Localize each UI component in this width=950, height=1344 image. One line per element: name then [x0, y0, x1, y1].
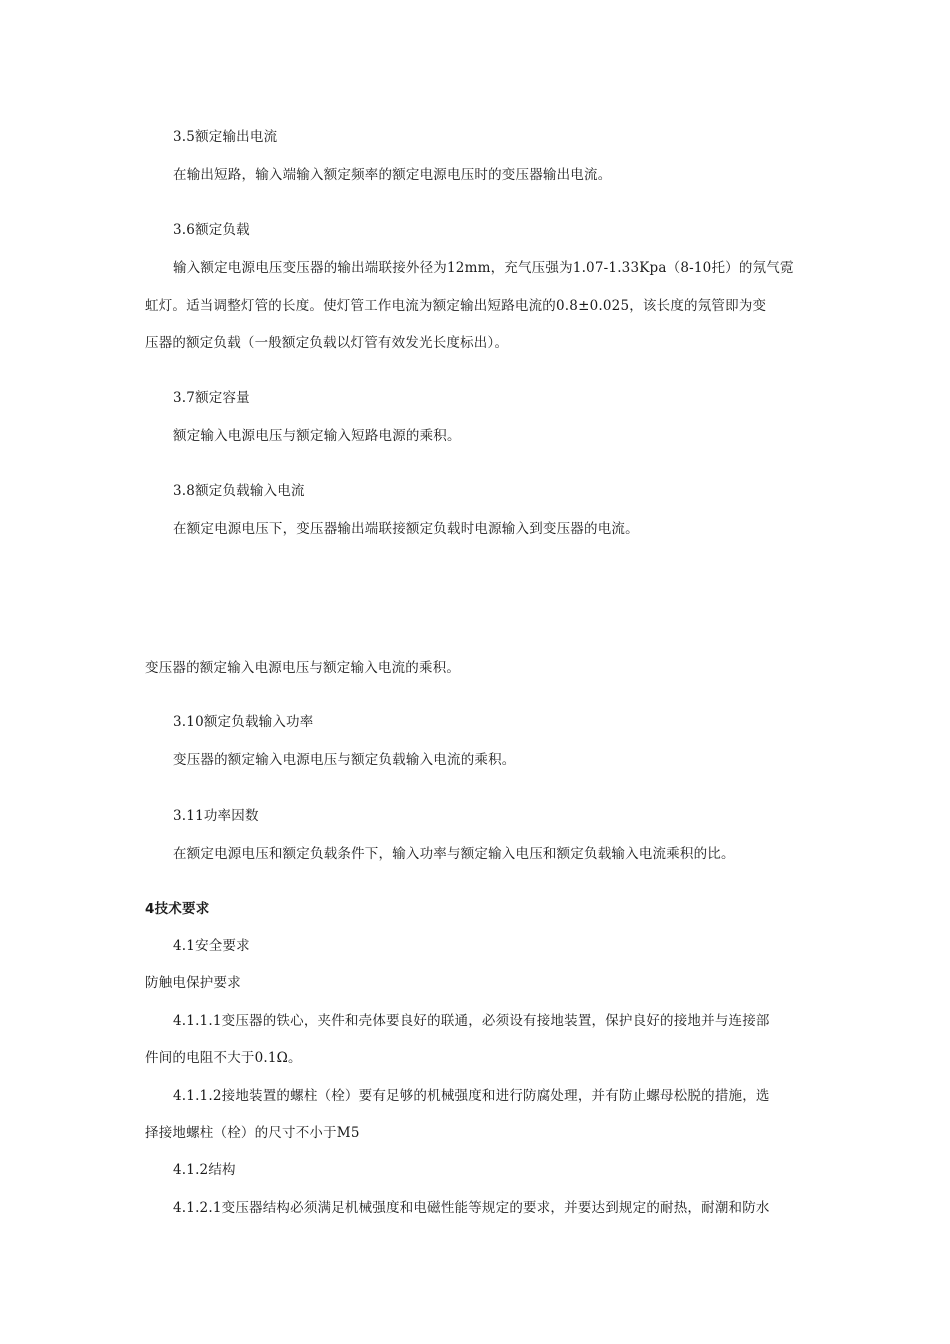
section-4-heading: 4技术要求 — [145, 901, 210, 917]
clause-4-1-1-2-line-2: 择接地螺柱（栓）的尺寸不小于M5 — [145, 1125, 360, 1141]
section-3-10-heading: 3.10额定负载输入功率 — [173, 714, 314, 730]
section-3-9-body: 变压器的额定输入电源电压与额定输入电流的乘积。 — [145, 660, 461, 676]
section-3-6-body-line-1: 输入额定电源电压变压器的输出端联接外径为12mm，充气压强为1.07-1.33Kpa（8-10托）的氖气霓 — [173, 260, 794, 276]
clause-4-1-1-2-line-1: 4.1.1.2接地装置的螺柱（栓）要有足够的机械强度和进行防腐处理，并有防止螺母松脱的措施，选 — [173, 1088, 770, 1104]
clause-4-1-1-1-line-2: 件间的电阻不大于0.1Ω。 — [145, 1050, 302, 1066]
section-3-6-heading: 3.6额定负载 — [173, 222, 250, 238]
clause-4-1-2-1-line-1: 4.1.2.1变压器结构必须满足机械强度和电磁性能等规定的要求，并要达到规定的耐热，耐潮和防水 — [173, 1200, 770, 1216]
section-3-7-body: 额定输入电源电压与额定输入短路电源的乘积。 — [173, 428, 461, 444]
clause-4-1-1-1-line-1: 4.1.1.1变压器的铁心，夹件和壳体要良好的联通，必须设有接地装置，保护良好的接地并与连接部 — [173, 1013, 770, 1029]
section-3-8-body: 在额定电源电压下，变压器输出端联接额定负载时电源输入到变压器的电流。 — [173, 521, 639, 537]
section-3-8-heading: 3.8额定负载输入电流 — [173, 483, 305, 499]
section-4-1-2-heading: 4.1.2结构 — [173, 1162, 236, 1178]
section-4-1-heading: 4.1安全要求 — [173, 938, 250, 954]
section-3-5-heading: 3.5额定输出电流 — [173, 129, 278, 145]
section-3-6-body-line-3: 压器的额定负载（一般额定负载以灯管有效发光长度标出）。 — [145, 335, 509, 351]
section-4-1-subheading: 防触电保护要求 — [145, 975, 241, 991]
section-3-11-body: 在额定电源电压和额定负载条件下，输入功率与额定输入电压和额定负载输入电流乘积的比。 — [173, 846, 735, 862]
section-3-10-body: 变压器的额定输入电源电压与额定负载输入电流的乘积。 — [173, 752, 516, 768]
section-3-5-body: 在输出短路，输入端输入额定频率的额定电源电压时的变压器输出电流。 — [173, 167, 612, 183]
section-3-11-heading: 3.11功率因数 — [173, 808, 259, 824]
section-3-6-body-line-2: 虹灯。适当调整灯管的长度。使灯管工作电流为额定输出短路电流的0.8±0.025，该长度的氖管即为变 — [145, 298, 767, 314]
section-3-7-heading: 3.7额定容量 — [173, 390, 250, 406]
